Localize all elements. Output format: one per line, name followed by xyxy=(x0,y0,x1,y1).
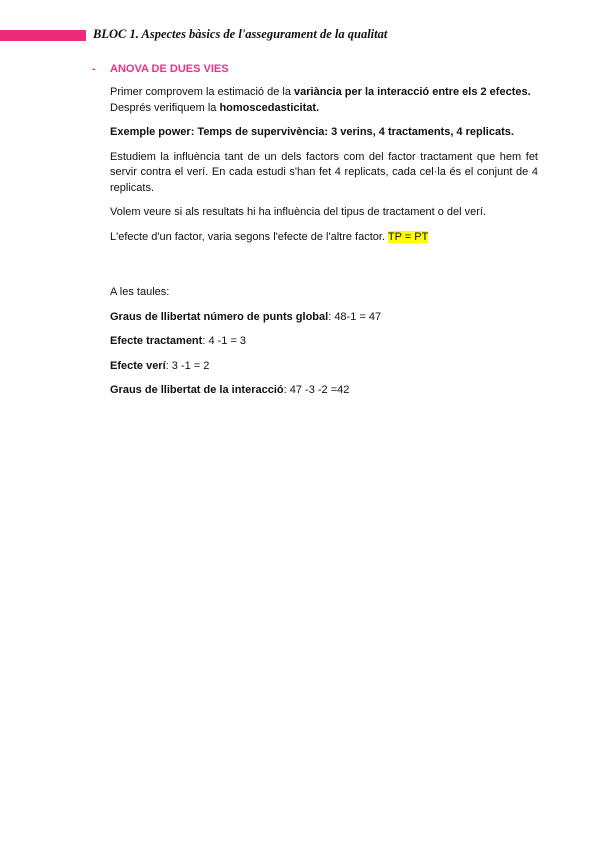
taules-intro: A les taules: xyxy=(110,286,170,298)
highlight-tp-pt: TP = PT xyxy=(387,230,429,243)
page-header-title: BLOC 1. Aspectes bàsics de l'assegurament de la qualitat xyxy=(93,27,388,41)
taules-item-label: Graus de llibertat de la interacció xyxy=(110,384,284,396)
section-bullet: - xyxy=(92,63,96,75)
section-heading xyxy=(92,63,229,75)
factor-effect-text: L'efecte d'un factor, varia segons l'efecte de l'altre factor. xyxy=(110,230,388,243)
example-text: Exemple power: Temps de supervivència: 3 verins, 4 tractaments, 4 replicats. xyxy=(110,126,514,138)
header-accent-bar xyxy=(0,30,86,41)
taules-item-interaccio xyxy=(110,383,538,399)
intro-text-c: Després verifiquem la xyxy=(110,101,220,114)
intro-text-a: Primer comprovem la estimació de la xyxy=(110,86,295,98)
intro-text-b: variància per la interacció entre els 2 efectes. xyxy=(294,86,531,98)
taules-item-veri xyxy=(110,359,538,375)
taules-item-value: : 4 -1 = 3 xyxy=(202,335,247,347)
intro-text-d: homoscedasticitat. xyxy=(219,101,320,114)
paragraph-goal: Volem veure si als resultats hi ha influència del tipus de tractament o del verí. xyxy=(110,206,487,218)
paragraph-factor-effect xyxy=(110,230,538,246)
content-body xyxy=(110,85,538,408)
taules-item-label: Efecte tractament xyxy=(110,335,203,347)
paragraph-intro xyxy=(110,85,538,116)
taules-item-value: : 3 -1 = 2 xyxy=(165,359,210,372)
taules-item-global xyxy=(110,310,538,326)
paragraph-example xyxy=(110,125,538,141)
taules-item-label: Efecte verí xyxy=(110,359,166,372)
paragraph-study: Estudiem la influència tant de un dels factors com del factor tractament que hem fet servir contra el verí. En cada estudi s'han fet 4 replicats, cada cel·la és el conjunt de 4 replicats. xyxy=(110,150,538,194)
section-title: ANOVA DE DUES VIES xyxy=(110,63,229,75)
taules-item-value: : 47 -3 -2 =42 xyxy=(283,384,350,396)
taules-item-tractament xyxy=(110,334,538,350)
taules-item-value: : 48-1 = 47 xyxy=(328,310,382,323)
taules-item-label: Graus de llibertat número de punts global xyxy=(110,310,329,323)
